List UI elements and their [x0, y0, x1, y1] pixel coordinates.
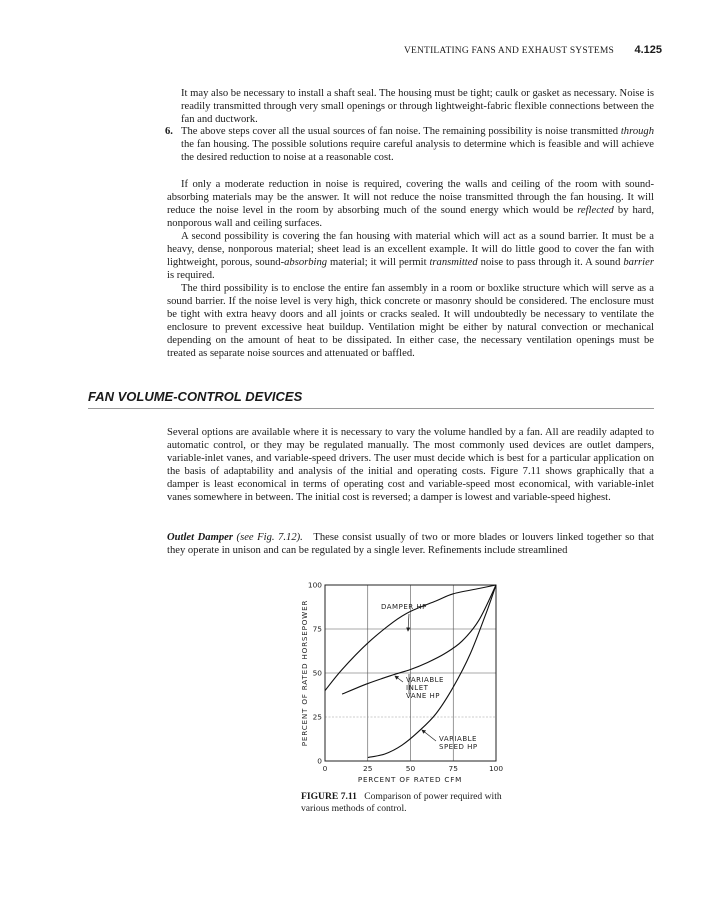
list-item-number: 6. — [165, 126, 173, 137]
body-text — [167, 178, 654, 360]
list-item-6 — [165, 125, 654, 164]
x-tick-label: 0 — [322, 764, 328, 773]
section-rule — [88, 408, 654, 409]
y-tick-label: 25 — [312, 712, 322, 722]
paragraph-absorbing: If only a moderate reduction in noise is required, covering the walls and ceiling of the room with sound-absorbing materials may be the answer. It will not reduce the noise transmitted through the fan housing. It will reduce the noise level in the room by absorbing much of the sound energy which would be reflected by hard, nonporous wall and ceiling surfaces. — [167, 179, 654, 229]
running-title: VENTILATING FANS AND EXHAUST SYSTEMS — [403, 46, 614, 56]
x-tick-label: 25 — [363, 764, 373, 773]
outlet-damper-text: These consist usually of two or more blades or louvers linked together so that they operate in unison and can be regulated by a single lever. Refinements include streamlined — [167, 532, 654, 556]
outlet-damper-title: Outlet Damper — [167, 532, 233, 543]
page-number: 4.125 — [634, 44, 662, 56]
x-tick-label: 50 — [405, 764, 416, 773]
x-tick-label: 100 — [488, 764, 504, 773]
y-tick-label: 75 — [312, 624, 322, 634]
y-tick-label: 50 — [312, 668, 322, 678]
y-tick-label: 0 — [317, 756, 322, 766]
section-paragraph: Several options are available where it is necessary to vary the volume handled by a fan. All are readily adapted to automatic control, or they may be regulated manually. The most commonly used devices are outlet dampers, variable-inlet vanes, and variable-speed drivers. The user must decide which is best for a particular application on the basis of adaptability and analysis of the initial and operating costs. Figure 7.11 shows graphically that a damper is least economical in terms of operating cost and variable-speed most economical, with variable-inlet vanes somewhere in between. The initial cost is reversed; a damper is lowest and variable-speed highest. — [167, 427, 654, 503]
leader-arrow — [408, 614, 409, 631]
variable-speed-hp-label: VARIABLE SPEED HP — [439, 735, 478, 751]
y-tick-label: 100 — [307, 580, 322, 590]
x-axis-label: PERCENT OF RATED CFM — [357, 775, 463, 784]
outlet-damper-paragraph — [167, 531, 654, 557]
figure-7-11 — [296, 578, 520, 810]
leader-arrow — [422, 730, 436, 741]
paragraph-enclosure: The third possibility is to enclose the entire fan assembly in a room or boxlike structure which will serve as a sound barrier. If the noise level is very high, thick concrete or masonry should be considered. The enclosure must be tight with extra heavy doors and all joints or cracks sealed. It will undoubtedly be necessary to ventilate the enclosure to prevent excessive heat buildup. Ventilation might be either by natural convection or mechanical depending on the amount of heat to be dissipated. In either case, the necessary ventilation openings must be treated as separate noise sources and attenuated or baffled. — [167, 283, 654, 359]
x-tick-label: 75 — [448, 764, 458, 773]
damper-hp-label: DAMPER HP — [381, 603, 427, 611]
figure-reference: (see Fig. 7.12). — [236, 532, 303, 543]
list-item-text: The above steps cover all the usual sources of fan noise. The remaining possibility is noise transmitted through the fan housing. The possible solutions require careful analysis to determine which is feasible and will achieve the desired reduction to noise at a reasonable cost. — [181, 126, 655, 163]
y-axis-label: PERCENT OF RATED HORSEPOWER — [300, 599, 309, 747]
paragraph-barrier: A second possibility is covering the fan housing with material which will act as a sound barrier. It must be a heavy, dense, nonporous material; sheet lead is an excellent example. It will do little good to cover the fan with lightweight, porous, sound-absorbing material; it will permit transmitted noise to pass through it. A sound barrier is required. — [167, 231, 654, 281]
inlet-vane-hp-label: VARIABLE INLET VANE HP — [406, 676, 444, 700]
figure-caption-text: Comparison of power required with various methods of control. — [301, 791, 502, 814]
figure-caption — [301, 791, 511, 814]
section-heading: FAN VOLUME-CONTROL DEVICES — [88, 389, 303, 404]
power-comparison-chart — [296, 578, 520, 810]
figure-label: FIGURE 7.11 — [301, 791, 357, 802]
leader-arrow — [395, 676, 403, 682]
intro-continuation: It may also be necessary to install a shaft seal. The housing must be tight; caulk or gasket as necessary. Noise is readily transmitted through very small openings or through lightweight-fabric flexible connections between the fan and ductwork. — [181, 88, 654, 125]
